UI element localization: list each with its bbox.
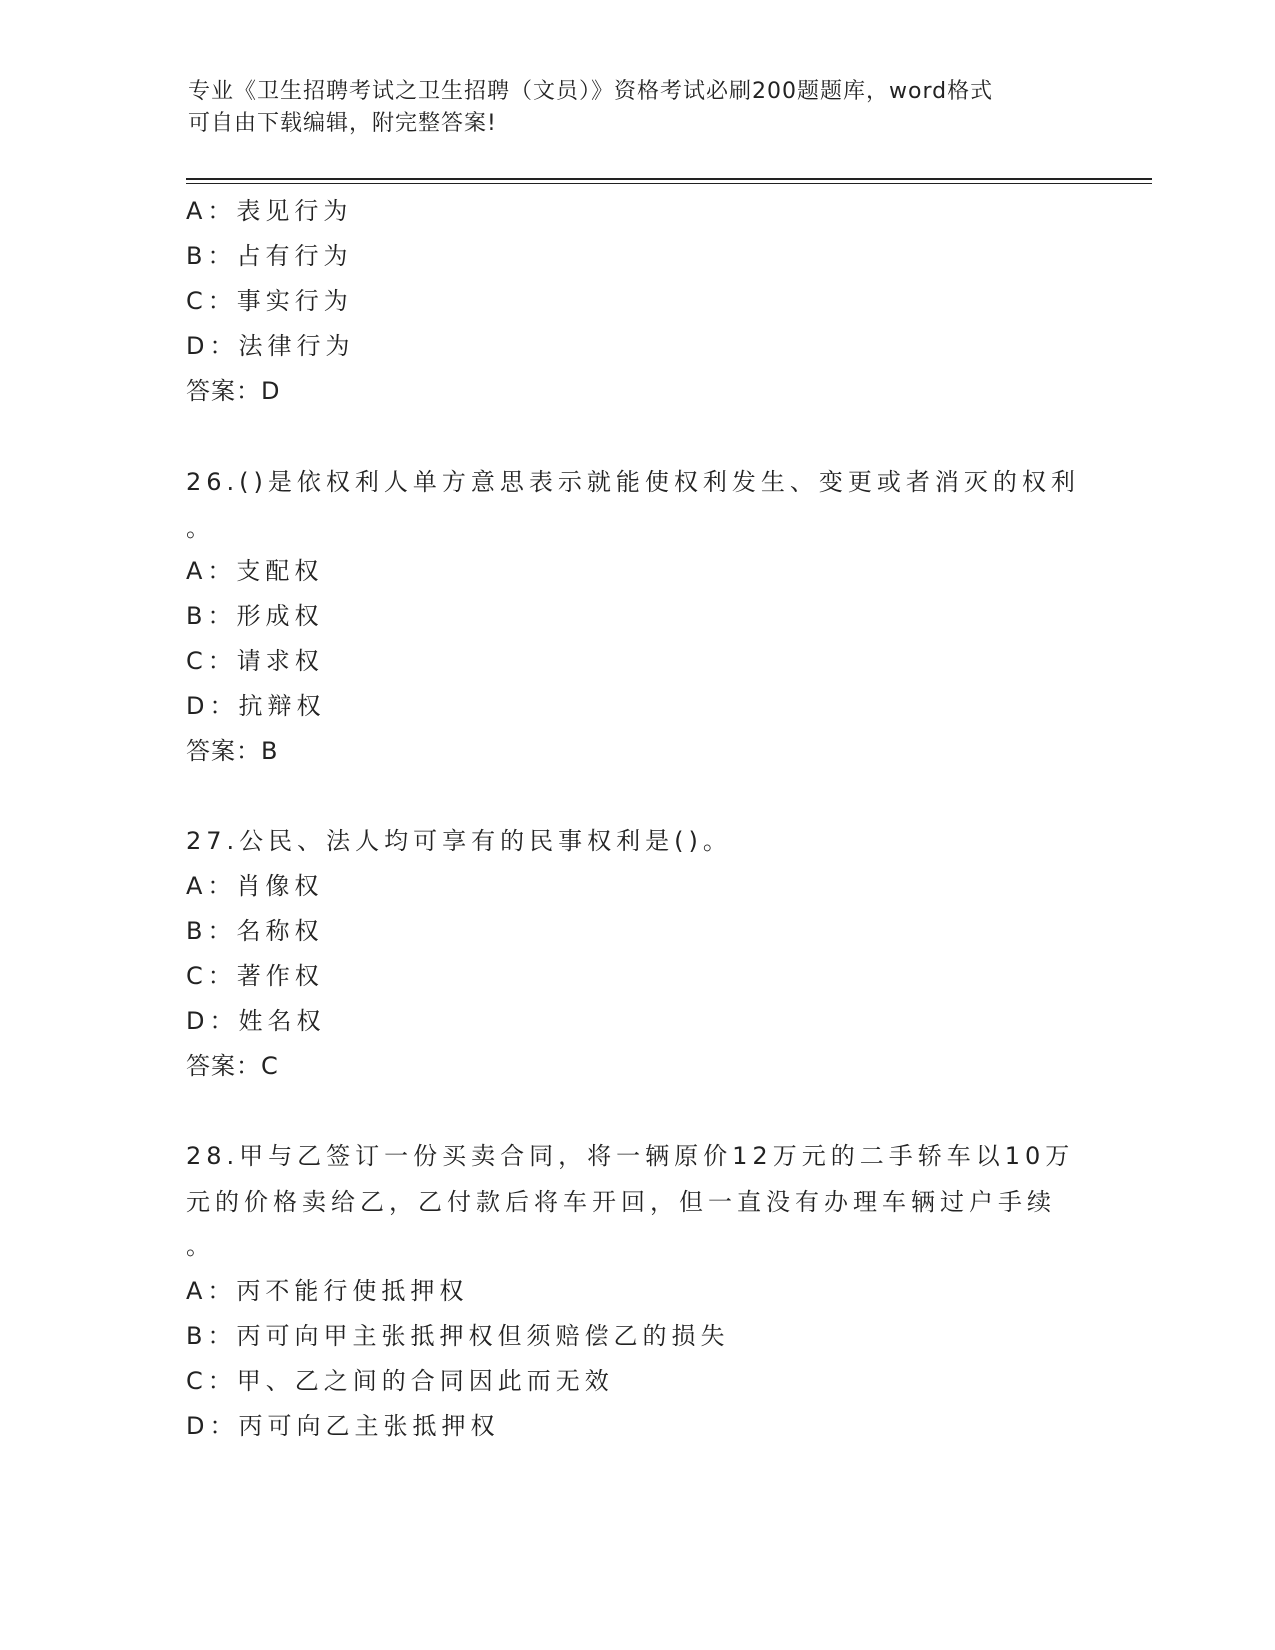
q27-answer: 答案：C [186,1052,279,1080]
q28-option-c: C：甲、乙之间的合同因此而无效 [186,1367,614,1395]
q27-option-b: B：名称权 [186,917,324,945]
q25-option-b: B：占有行为 [186,242,353,270]
q26-option-b: B：形成权 [186,602,324,630]
q25-answer: 答案：D [186,377,281,405]
q25-option-d: D：法律行为 [186,332,355,360]
q28-stem-line-1: 28.甲与乙签订一份买卖合同，将一辆原价12万元的二手轿车以10万 [186,1142,1075,1170]
q25-option-a: A：表见行为 [186,197,353,225]
header-divider-thick [186,178,1152,180]
q27-stem-line-1: 27.公民、法人均可享有的民事权利是()。 [186,827,732,855]
q26-stem-line-2: 。 [186,514,215,542]
header-divider-thin [186,183,1152,184]
q28-option-b: B：丙可向甲主张抵押权但须赔偿乙的损失 [186,1322,730,1350]
q26-option-a: A：支配权 [186,557,324,585]
q27-option-a: A：肖像权 [186,872,324,900]
q28-stem-line-2: 元的价格卖给乙，乙付款后将车开回，但一直没有办理车辆过户手续 [186,1188,1056,1216]
document-header [188,76,1088,140]
q28-stem-line-3: 。 [186,1232,215,1260]
q27-option-d: D：姓名权 [186,1007,326,1035]
q25-option-c: C：事实行为 [186,287,353,315]
q28-option-a: A：丙不能行使抵押权 [186,1277,469,1305]
header-title-line-1: 专业《卫生招聘考试之卫生招聘（文员）》资格考试必刷200题题库，word格式 [188,79,994,104]
header-title-line-2: 可自由下载编辑，附完整答案! [188,111,497,136]
q26-option-c: C：请求权 [186,647,324,675]
q26-stem-line-1: 26.()是依权利人单方意思表示就能使权利发生、变更或者消灭的权利 [186,468,1080,496]
q26-option-d: D：抗辩权 [186,692,326,720]
q26-answer: 答案：B [186,737,279,765]
q28-option-d: D：丙可向乙主张抵押权 [186,1412,500,1440]
q27-option-c: C：著作权 [186,962,324,990]
